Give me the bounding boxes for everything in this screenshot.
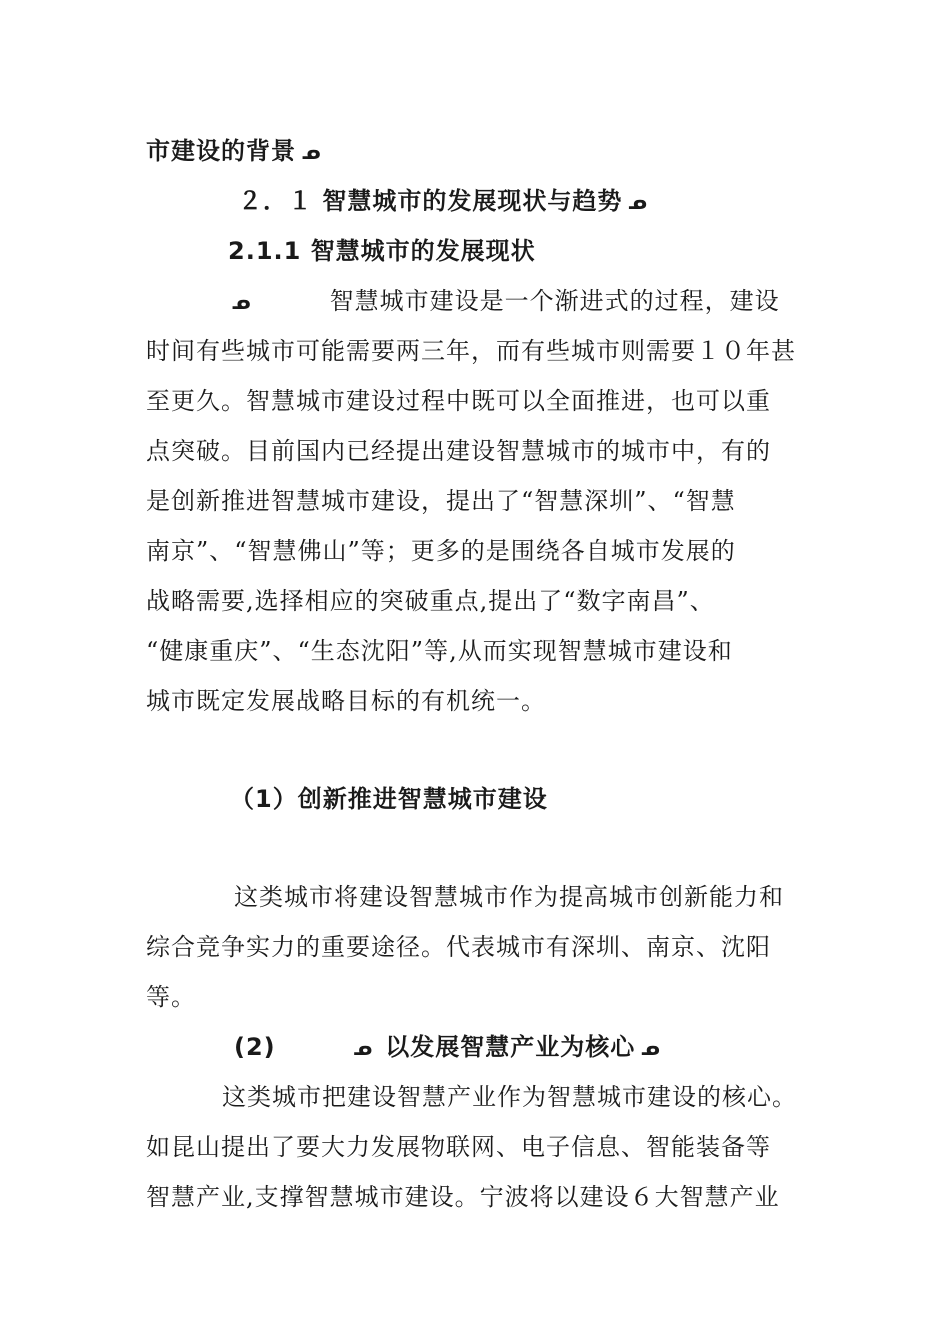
paragraph-1-line: “健康重庆”、“生态沈阳”等,从而实现智慧城市建设和 (146, 637, 733, 665)
subheading-2-number: (2) (234, 1033, 276, 1061)
paragraph-1-line: 点突破。目前国内已经提出建设智慧城市的城市中，有的 (146, 437, 771, 465)
heading-2-1-1-text: 2.1.1 智慧城市的发展现状 (228, 237, 536, 265)
heading-2-1 (238, 186, 648, 217)
paragraph-3-line: 这类城市把建设智慧产业作为智慧城市建设的核心。 (222, 1083, 797, 1111)
paragraph-1-line: 南京”、“智慧佛山”等；更多的是围绕各自城市发展的 (146, 537, 736, 565)
paragraph-mark-icon: ᓄ (353, 1036, 374, 1060)
section-title-fragment (146, 136, 322, 167)
subheading-2-text: 以发展智慧产业为核心 (385, 1033, 636, 1061)
paragraph-2-line: 等。 (146, 983, 196, 1011)
paragraph-1-line: 城市既定发展战略目标的有机统一。 (146, 687, 546, 715)
heading-2-1-1 (228, 236, 536, 266)
paragraph-1-line: 至更久。智慧城市建设过程中既可以全面推进，也可以重 (146, 387, 771, 415)
paragraph-1-line: 时间有些城市可能需要两三年，而有些城市则需要１０年甚 (146, 337, 796, 365)
paragraph-mark-icon: ᓄ (628, 190, 648, 214)
paragraph-1-text: 智慧城市建设是一个渐进式的过程，建设 (329, 287, 780, 315)
paragraph-3-line: 智慧产业,支撑智慧城市建设。宁波将以建设６大智慧产业 (146, 1183, 780, 1211)
paragraph-1-line (232, 286, 780, 317)
heading-2-1-text: ２．１ 智慧城市的发展现状与趋势 (238, 187, 623, 215)
subheading-1: （1）创新推进智慧城市建设 (230, 785, 548, 813)
paragraph-1-line: 战略需要,选择相应的突破重点,提出了“数字南昌”、 (146, 587, 715, 615)
paragraph-mark-icon: ᓄ (302, 140, 322, 164)
subheading-2 (234, 1032, 661, 1063)
paragraph-2-line: 综合竞争实力的重要途径。代表城市有深圳、南京、沈阳 (146, 933, 771, 961)
paragraph-2-line: 这类城市将建设智慧城市作为提高城市创新能力和 (234, 883, 784, 911)
section-title-text: 市建设的背景 (146, 137, 296, 165)
paragraph-3-line: 如昆山提出了要大力发展物联网、电子信息、智能装备等 (146, 1133, 771, 1161)
paragraph-mark-icon: ᓄ (641, 1036, 661, 1060)
paragraph-1-line: 是创新推进智慧城市建设，提出了“智慧深圳”、“智慧 (146, 487, 736, 515)
paragraph-mark-icon: ᓄ (232, 290, 252, 314)
